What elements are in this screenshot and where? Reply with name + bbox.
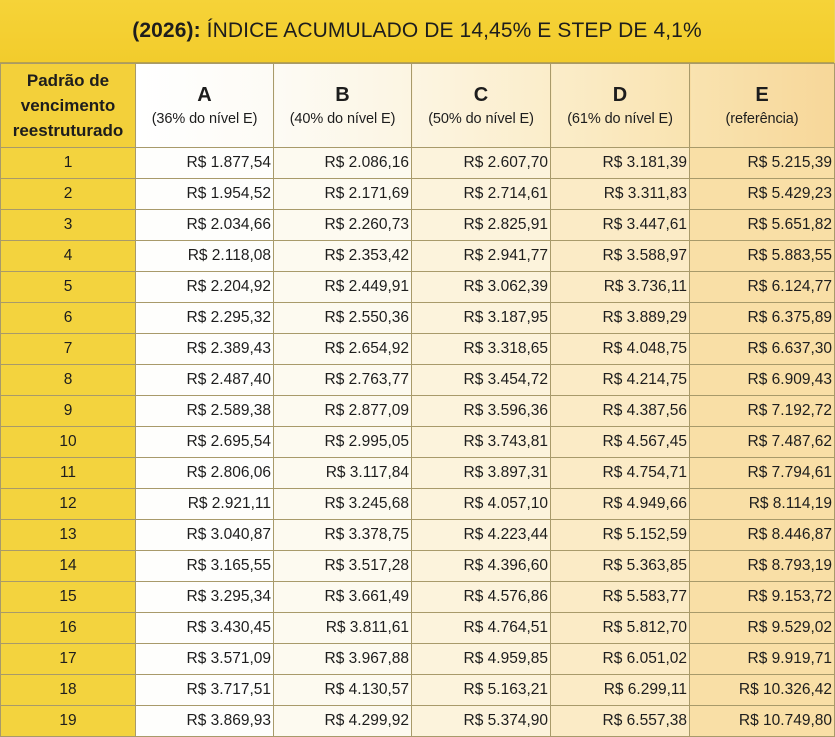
table-header — [1, 64, 835, 148]
title-year: (2026): — [132, 19, 201, 42]
cell-col-d: R$ 4.048,75 — [551, 334, 690, 365]
cell-col-c: R$ 4.576,86 — [412, 582, 551, 613]
table-body — [1, 148, 835, 737]
cell-col-e: R$ 8.114,19 — [690, 489, 835, 520]
cell-col-e: R$ 6.909,43 — [690, 365, 835, 396]
header-col-a — [136, 64, 274, 148]
cell-col-a: R$ 3.040,87 — [136, 520, 274, 551]
cell-col-b: R$ 3.245,68 — [274, 489, 412, 520]
cell-col-a: R$ 3.717,51 — [136, 675, 274, 706]
cell-padrao: 16 — [1, 613, 136, 644]
cell-col-e: R$ 5.651,82 — [690, 210, 835, 241]
header-row — [1, 64, 835, 148]
header-padrao: Padrão de vencimento reestruturado — [1, 64, 136, 148]
cell-col-c: R$ 3.743,81 — [412, 427, 551, 458]
cell-col-d: R$ 4.754,71 — [551, 458, 690, 489]
cell-col-e: R$ 7.794,61 — [690, 458, 835, 489]
cell-col-b: R$ 3.811,61 — [274, 613, 412, 644]
cell-padrao: 19 — [1, 706, 136, 737]
cell-col-b: R$ 4.130,57 — [274, 675, 412, 706]
table-row — [1, 644, 835, 675]
cell-col-d: R$ 6.557,38 — [551, 706, 690, 737]
cell-col-e: R$ 9.529,02 — [690, 613, 835, 644]
header-col-d-letter: D — [612, 83, 628, 106]
cell-col-e: R$ 8.446,87 — [690, 520, 835, 551]
cell-col-c: R$ 5.374,90 — [412, 706, 551, 737]
cell-col-e: R$ 7.487,62 — [690, 427, 835, 458]
header-col-d-sub: (61% do nível E) — [567, 110, 673, 127]
header-col-b-letter: B — [335, 83, 350, 106]
header-col-b-sub: (40% do nível E) — [289, 110, 396, 127]
cell-padrao: 7 — [1, 334, 136, 365]
cell-col-c: R$ 3.897,31 — [412, 458, 551, 489]
cell-col-d: R$ 3.447,61 — [551, 210, 690, 241]
cell-col-e: R$ 7.192,72 — [690, 396, 835, 427]
cell-col-d: R$ 4.214,75 — [551, 365, 690, 396]
table-title — [0, 0, 834, 64]
cell-col-a: R$ 3.869,93 — [136, 706, 274, 737]
cell-padrao: 14 — [1, 551, 136, 582]
cell-padrao: 3 — [1, 210, 136, 241]
cell-col-b: R$ 3.378,75 — [274, 520, 412, 551]
cell-padrao: 18 — [1, 675, 136, 706]
cell-col-e: R$ 9.153,72 — [690, 582, 835, 613]
cell-col-e: R$ 10.749,80 — [690, 706, 835, 737]
cell-col-b: R$ 2.171,69 — [274, 179, 412, 210]
cell-col-c: R$ 5.163,21 — [412, 675, 551, 706]
cell-col-a: R$ 2.921,11 — [136, 489, 274, 520]
cell-col-c: R$ 3.596,36 — [412, 396, 551, 427]
header-col-c-letter: C — [473, 83, 489, 106]
cell-col-b: R$ 2.550,36 — [274, 303, 412, 334]
cell-col-c: R$ 3.187,95 — [412, 303, 551, 334]
cell-col-d: R$ 5.363,85 — [551, 551, 690, 582]
cell-col-d: R$ 6.051,02 — [551, 644, 690, 675]
cell-col-d: R$ 6.299,11 — [551, 675, 690, 706]
table-row — [1, 334, 835, 365]
cell-col-c: R$ 2.714,61 — [412, 179, 551, 210]
cell-col-b: R$ 3.117,84 — [274, 458, 412, 489]
cell-col-c: R$ 3.062,39 — [412, 272, 551, 303]
cell-col-b: R$ 2.995,05 — [274, 427, 412, 458]
cell-col-e: R$ 5.429,23 — [690, 179, 835, 210]
cell-col-a: R$ 2.295,32 — [136, 303, 274, 334]
cell-col-d: R$ 5.152,59 — [551, 520, 690, 551]
table-row — [1, 148, 835, 179]
cell-padrao: 9 — [1, 396, 136, 427]
cell-col-a: R$ 3.430,45 — [136, 613, 274, 644]
header-col-e-sub: (referência) — [725, 110, 799, 127]
cell-col-c: R$ 2.825,91 — [412, 210, 551, 241]
cell-col-a: R$ 2.389,43 — [136, 334, 274, 365]
cell-padrao: 8 — [1, 365, 136, 396]
cell-padrao: 6 — [1, 303, 136, 334]
cell-col-b: R$ 2.260,73 — [274, 210, 412, 241]
cell-col-b: R$ 3.517,28 — [274, 551, 412, 582]
cell-col-e: R$ 5.215,39 — [690, 148, 835, 179]
header-col-b — [274, 64, 412, 148]
cell-col-d: R$ 3.736,11 — [551, 272, 690, 303]
cell-col-c: R$ 4.057,10 — [412, 489, 551, 520]
cell-col-b: R$ 4.299,92 — [274, 706, 412, 737]
cell-padrao: 4 — [1, 241, 136, 272]
table-row — [1, 179, 835, 210]
cell-col-a: R$ 2.487,40 — [136, 365, 274, 396]
cell-padrao: 5 — [1, 272, 136, 303]
cell-padrao: 11 — [1, 458, 136, 489]
table-row — [1, 675, 835, 706]
cell-col-a: R$ 1.877,54 — [136, 148, 274, 179]
table-row — [1, 396, 835, 427]
cell-col-d: R$ 4.949,66 — [551, 489, 690, 520]
cell-col-e: R$ 5.883,55 — [690, 241, 835, 272]
cell-col-c: R$ 4.764,51 — [412, 613, 551, 644]
cell-col-e: R$ 6.375,89 — [690, 303, 835, 334]
cell-col-a: R$ 3.295,34 — [136, 582, 274, 613]
table-row — [1, 241, 835, 272]
cell-col-a: R$ 3.165,55 — [136, 551, 274, 582]
cell-col-b: R$ 2.449,91 — [274, 272, 412, 303]
cell-padrao: 2 — [1, 179, 136, 210]
cell-padrao: 1 — [1, 148, 136, 179]
cell-col-e: R$ 6.124,77 — [690, 272, 835, 303]
table-row — [1, 303, 835, 334]
cell-col-a: R$ 2.806,06 — [136, 458, 274, 489]
cell-col-d: R$ 4.387,56 — [551, 396, 690, 427]
cell-col-b: R$ 2.353,42 — [274, 241, 412, 272]
table-row — [1, 551, 835, 582]
cell-col-c: R$ 4.959,85 — [412, 644, 551, 675]
cell-col-b: R$ 2.763,77 — [274, 365, 412, 396]
table-row — [1, 520, 835, 551]
cell-col-e: R$ 9.919,71 — [690, 644, 835, 675]
table-row — [1, 706, 835, 737]
header-col-a-sub: (36% do nível E) — [151, 110, 258, 127]
cell-col-d: R$ 5.583,77 — [551, 582, 690, 613]
salary-table — [0, 63, 835, 737]
cell-padrao: 12 — [1, 489, 136, 520]
table-row — [1, 458, 835, 489]
table-row — [1, 272, 835, 303]
header-col-e — [690, 64, 835, 148]
cell-col-d: R$ 3.311,83 — [551, 179, 690, 210]
table-row — [1, 582, 835, 613]
title-text: ÍNDICE ACUMULADO DE 14,45% E STEP DE 4,1% — [206, 19, 702, 42]
cell-col-c: R$ 2.941,77 — [412, 241, 551, 272]
header-col-c-sub: (50% do nível E) — [428, 110, 534, 127]
table-row — [1, 613, 835, 644]
cell-col-a: R$ 2.695,54 — [136, 427, 274, 458]
cell-col-b: R$ 3.661,49 — [274, 582, 412, 613]
cell-col-d: R$ 3.889,29 — [551, 303, 690, 334]
cell-col-b: R$ 2.654,92 — [274, 334, 412, 365]
table-row — [1, 210, 835, 241]
table-row — [1, 427, 835, 458]
cell-col-b: R$ 2.877,09 — [274, 396, 412, 427]
cell-col-c: R$ 3.454,72 — [412, 365, 551, 396]
header-col-c — [412, 64, 551, 148]
cell-padrao: 15 — [1, 582, 136, 613]
cell-col-a: R$ 2.589,38 — [136, 396, 274, 427]
cell-col-a: R$ 2.034,66 — [136, 210, 274, 241]
header-col-d — [551, 64, 690, 148]
cell-padrao: 13 — [1, 520, 136, 551]
cell-col-a: R$ 2.118,08 — [136, 241, 274, 272]
cell-col-d: R$ 3.588,97 — [551, 241, 690, 272]
cell-col-c: R$ 4.396,60 — [412, 551, 551, 582]
cell-col-e: R$ 10.326,42 — [690, 675, 835, 706]
cell-col-a: R$ 2.204,92 — [136, 272, 274, 303]
table-row — [1, 365, 835, 396]
table-row — [1, 489, 835, 520]
cell-col-c: R$ 4.223,44 — [412, 520, 551, 551]
cell-col-d: R$ 5.812,70 — [551, 613, 690, 644]
cell-padrao: 10 — [1, 427, 136, 458]
cell-col-d: R$ 3.181,39 — [551, 148, 690, 179]
cell-col-e: R$ 8.793,19 — [690, 551, 835, 582]
cell-col-c: R$ 2.607,70 — [412, 148, 551, 179]
cell-col-d: R$ 4.567,45 — [551, 427, 690, 458]
header-col-e-letter: E — [755, 83, 769, 106]
cell-col-a: R$ 3.571,09 — [136, 644, 274, 675]
cell-col-a: R$ 1.954,52 — [136, 179, 274, 210]
cell-col-b: R$ 2.086,16 — [274, 148, 412, 179]
cell-col-c: R$ 3.318,65 — [412, 334, 551, 365]
header-col-a-letter: A — [197, 83, 212, 106]
cell-col-b: R$ 3.967,88 — [274, 644, 412, 675]
cell-col-e: R$ 6.637,30 — [690, 334, 835, 365]
cell-padrao: 17 — [1, 644, 136, 675]
